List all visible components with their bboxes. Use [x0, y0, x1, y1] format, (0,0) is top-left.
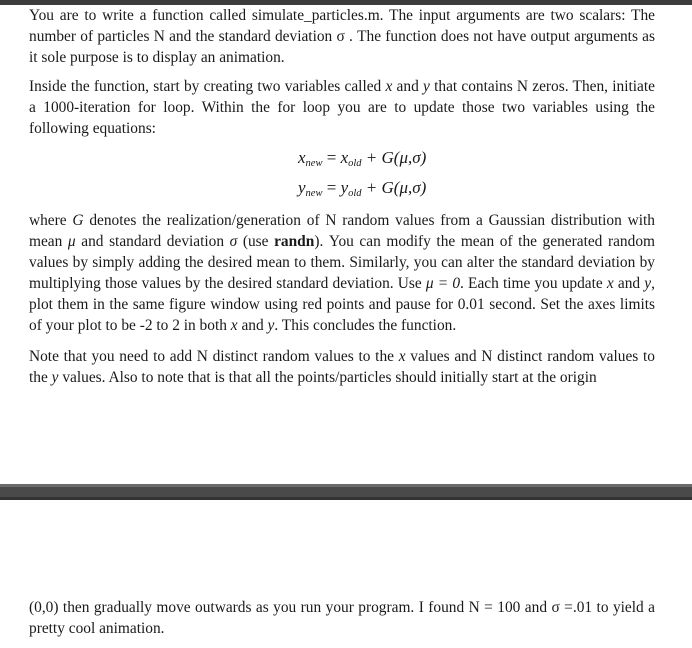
equation-y: $y_{new} = y_{old} + G(\mu,\sigma)$: [298, 178, 427, 199]
paragraph-continued: (0,0) then gradually move outwards as you run your program. I found N = 100 and σ =.01 to yield a pretty cool animation.: [29, 599, 655, 637]
equations: [298, 146, 426, 206]
paragraph-gaussian: where G denotes the realization/generation of N random values from a Gaussian distribution with mean μ and standard deviation σ (use randn). You can modify the mean of the generated random values by simply adding the desired mean to them. Similarly, you can alter the standard deviation by multiplying those values by the desired standard deviation. Use μ = 0. Each time you update x and y, plot them in the same figure window using red points and pause for 0.01 second. Set the axes limits of your plot to be -2 to 2 in both x and y. This concludes the function.: [29, 212, 655, 334]
paragraph-setup: Inside the function, start by creating two variables called x and y that contains N zeros. Then, initiate a 1000-iteration for loop. Within the for loop you are to update those two variables using the following equations:: [29, 78, 655, 137]
page-separator: [0, 484, 692, 500]
paragraph-note: Note that you need to add N distinct random values to the x values and N distinct random values to the y values. Also to note that is that all the points/particles should initially start at the origin: [29, 348, 655, 386]
paragraph-intro: You are to write a function called simulate_particles.m. The input arguments are two scalars: The number of particles N and the standard deviation σ . The function does not have output arguments as it sole purpose is to display an animation.: [29, 7, 655, 66]
equation-x: $x_{new} = x_{old} + G(\mu,\sigma)$: [298, 148, 427, 169]
